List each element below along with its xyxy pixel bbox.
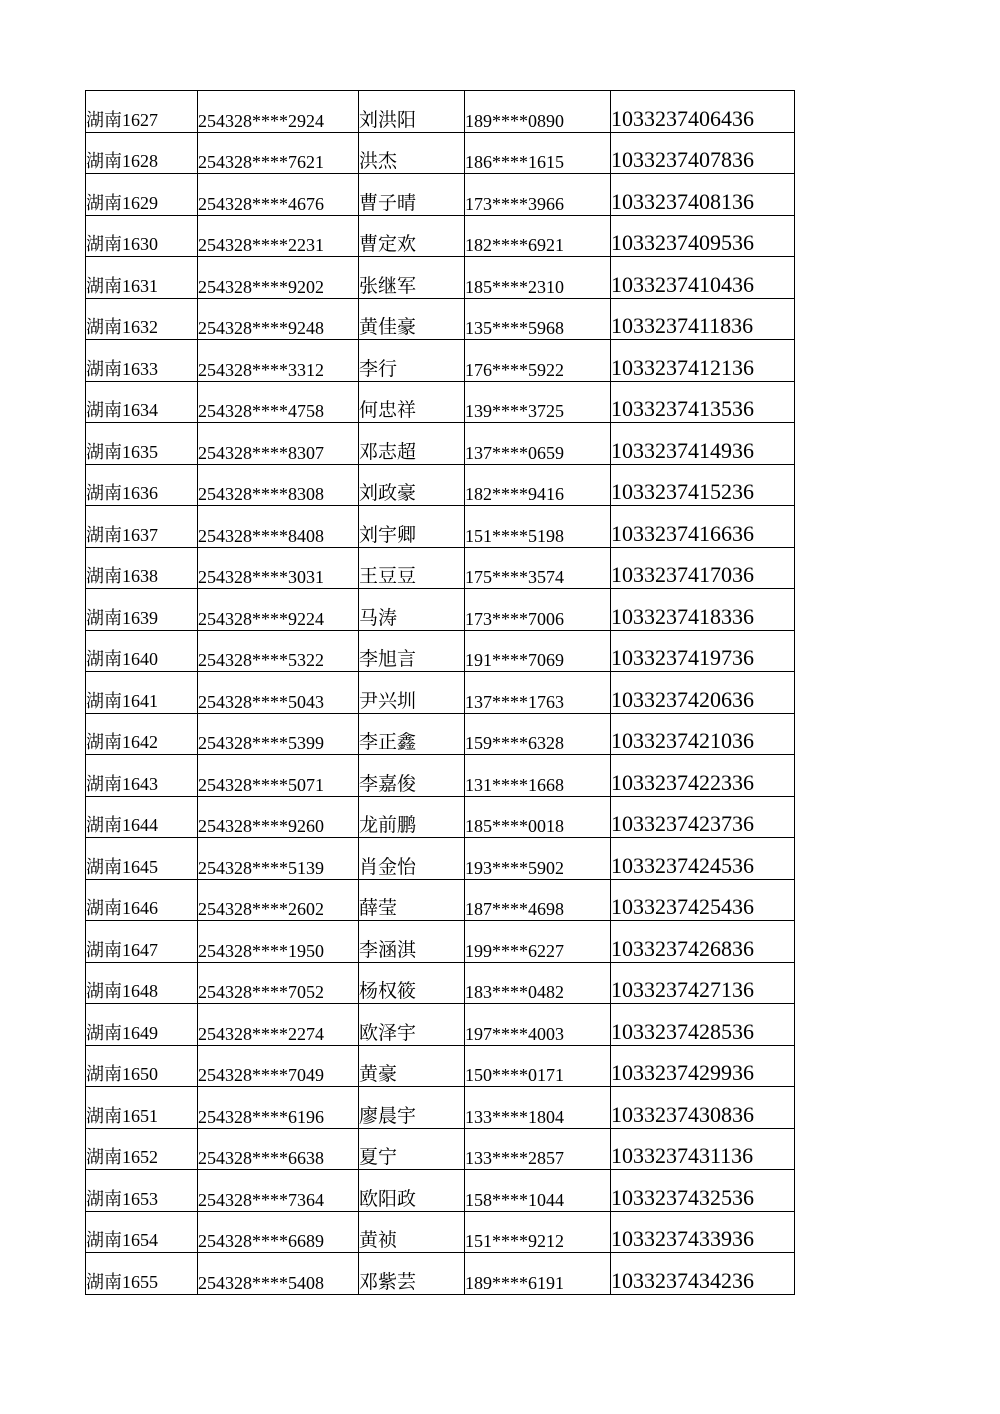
cell-tracking-code: 1033237422336: [611, 755, 795, 797]
cell-id-number: 254328****9260: [198, 796, 359, 838]
cell-phone: 189****0890: [465, 91, 611, 133]
cell-region: 湖南1631: [86, 257, 198, 299]
table-row: [86, 423, 795, 465]
table-row: [86, 132, 795, 174]
cell-region: 湖南1653: [86, 1170, 198, 1212]
table-row: [86, 672, 795, 714]
cell-phone: 151****5198: [465, 506, 611, 548]
cell-region: 湖南1645: [86, 838, 198, 880]
cell-tracking-code: 1033237432536: [611, 1170, 795, 1212]
table-row: [86, 755, 795, 797]
cell-name: 张继军: [359, 257, 465, 299]
cell-region: 湖南1635: [86, 423, 198, 465]
cell-phone: 137****1763: [465, 672, 611, 714]
cell-phone: 189****6191: [465, 1253, 611, 1295]
cell-name: 杨权筱: [359, 962, 465, 1004]
cell-region: 湖南1628: [86, 132, 198, 174]
cell-tracking-code: 1033237426836: [611, 921, 795, 963]
cell-id-number: 254328****5043: [198, 672, 359, 714]
table-row: [86, 340, 795, 382]
cell-id-number: 254328****5399: [198, 713, 359, 755]
cell-name: 尹兴圳: [359, 672, 465, 714]
cell-tracking-code: 1033237418336: [611, 589, 795, 631]
table-row: [86, 921, 795, 963]
table-row: [86, 838, 795, 880]
cell-phone: 131****1668: [465, 755, 611, 797]
cell-region: 湖南1647: [86, 921, 198, 963]
cell-id-number: 254328****6638: [198, 1128, 359, 1170]
cell-region: 湖南1654: [86, 1211, 198, 1253]
table-row: [86, 506, 795, 548]
cell-id-number: 254328****8308: [198, 464, 359, 506]
table-row: [86, 589, 795, 631]
cell-name: 薛莹: [359, 879, 465, 921]
table-row: [86, 91, 795, 133]
table-row: [86, 630, 795, 672]
cell-phone: 182****6921: [465, 215, 611, 257]
cell-tracking-code: 1033237409536: [611, 215, 795, 257]
cell-phone: 182****9416: [465, 464, 611, 506]
cell-region: 湖南1636: [86, 464, 198, 506]
table-row: [86, 174, 795, 216]
cell-phone: 185****2310: [465, 257, 611, 299]
cell-name: 欧阳政: [359, 1170, 465, 1212]
cell-phone: 133****2857: [465, 1128, 611, 1170]
cell-tracking-code: 1033237415236: [611, 464, 795, 506]
cell-region: 湖南1637: [86, 506, 198, 548]
cell-region: 湖南1638: [86, 547, 198, 589]
cell-tracking-code: 1033237421036: [611, 713, 795, 755]
cell-name: 马涛: [359, 589, 465, 631]
cell-name: 李行: [359, 340, 465, 382]
cell-tracking-code: 1033237431136: [611, 1128, 795, 1170]
cell-id-number: 254328****5322: [198, 630, 359, 672]
cell-region: 湖南1651: [86, 1087, 198, 1129]
cell-phone: 150****0171: [465, 1045, 611, 1087]
cell-tracking-code: 1033237427136: [611, 962, 795, 1004]
cell-id-number: 254328****6196: [198, 1087, 359, 1129]
table-row: [86, 1045, 795, 1087]
cell-name: 黄豪: [359, 1045, 465, 1087]
cell-id-number: 254328****7052: [198, 962, 359, 1004]
cell-region: 湖南1632: [86, 298, 198, 340]
cell-phone: 159****6328: [465, 713, 611, 755]
cell-name: 王豆豆: [359, 547, 465, 589]
table-row: [86, 1128, 795, 1170]
table-row: [86, 1253, 795, 1295]
table-row: [86, 1211, 795, 1253]
cell-name: 李嘉俊: [359, 755, 465, 797]
cell-phone: 191****7069: [465, 630, 611, 672]
cell-phone: 197****4003: [465, 1004, 611, 1046]
cell-phone: 199****6227: [465, 921, 611, 963]
cell-id-number: 254328****8408: [198, 506, 359, 548]
cell-id-number: 254328****2231: [198, 215, 359, 257]
cell-id-number: 254328****1950: [198, 921, 359, 963]
cell-tracking-code: 1033237434236: [611, 1253, 795, 1295]
cell-name: 黄祯: [359, 1211, 465, 1253]
cell-id-number: 254328****9248: [198, 298, 359, 340]
cell-region: 湖南1630: [86, 215, 198, 257]
cell-phone: 133****1804: [465, 1087, 611, 1129]
cell-name: 洪杰: [359, 132, 465, 174]
cell-name: 刘政豪: [359, 464, 465, 506]
cell-phone: 185****0018: [465, 796, 611, 838]
cell-name: 邓紫芸: [359, 1253, 465, 1295]
cell-tracking-code: 1033237413536: [611, 381, 795, 423]
cell-name: 廖晨宇: [359, 1087, 465, 1129]
cell-tracking-code: 1033237411836: [611, 298, 795, 340]
cell-tracking-code: 1033237420636: [611, 672, 795, 714]
cell-tracking-code: 1033237406436: [611, 91, 795, 133]
cell-phone: 183****0482: [465, 962, 611, 1004]
cell-region: 湖南1646: [86, 879, 198, 921]
cell-id-number: 254328****4758: [198, 381, 359, 423]
cell-tracking-code: 1033237412136: [611, 340, 795, 382]
cell-tracking-code: 1033237416636: [611, 506, 795, 548]
cell-region: 湖南1650: [86, 1045, 198, 1087]
table-row: [86, 298, 795, 340]
cell-id-number: 254328****7364: [198, 1170, 359, 1212]
table-body: [86, 91, 795, 1295]
cell-phone: 175****3574: [465, 547, 611, 589]
cell-region: 湖南1639: [86, 589, 198, 631]
cell-id-number: 254328****5071: [198, 755, 359, 797]
cell-id-number: 254328****4676: [198, 174, 359, 216]
cell-region: 湖南1643: [86, 755, 198, 797]
table-row: [86, 257, 795, 299]
cell-id-number: 254328****9224: [198, 589, 359, 631]
cell-id-number: 254328****5408: [198, 1253, 359, 1295]
table-row: [86, 547, 795, 589]
cell-tracking-code: 1033237430836: [611, 1087, 795, 1129]
cell-tracking-code: 1033237433936: [611, 1211, 795, 1253]
cell-id-number: 254328****2602: [198, 879, 359, 921]
table-row: [86, 464, 795, 506]
cell-name: 李旭言: [359, 630, 465, 672]
table-row: [86, 1087, 795, 1129]
cell-name: 李涵淇: [359, 921, 465, 963]
cell-tracking-code: 1033237408136: [611, 174, 795, 216]
table-row: [86, 215, 795, 257]
cell-region: 湖南1634: [86, 381, 198, 423]
cell-phone: 173****7006: [465, 589, 611, 631]
cell-name: 夏宁: [359, 1128, 465, 1170]
cell-region: 湖南1648: [86, 962, 198, 1004]
table-row: [86, 381, 795, 423]
table-row: [86, 1004, 795, 1046]
cell-id-number: 254328****7049: [198, 1045, 359, 1087]
cell-region: 湖南1629: [86, 174, 198, 216]
cell-id-number: 254328****3312: [198, 340, 359, 382]
cell-id-number: 254328****9202: [198, 257, 359, 299]
table-row: [86, 713, 795, 755]
cell-phone: 186****1615: [465, 132, 611, 174]
cell-tracking-code: 1033237414936: [611, 423, 795, 465]
cell-region: 湖南1640: [86, 630, 198, 672]
cell-id-number: 254328****8307: [198, 423, 359, 465]
cell-phone: 158****1044: [465, 1170, 611, 1212]
cell-name: 肖金怡: [359, 838, 465, 880]
cell-region: 湖南1655: [86, 1253, 198, 1295]
cell-region: 湖南1641: [86, 672, 198, 714]
cell-id-number: 254328****5139: [198, 838, 359, 880]
cell-name: 曹子晴: [359, 174, 465, 216]
cell-phone: 137****0659: [465, 423, 611, 465]
cell-tracking-code: 1033237423736: [611, 796, 795, 838]
cell-name: 何忠祥: [359, 381, 465, 423]
cell-id-number: 254328****2924: [198, 91, 359, 133]
cell-name: 欧泽宇: [359, 1004, 465, 1046]
cell-id-number: 254328****6689: [198, 1211, 359, 1253]
table-row: [86, 796, 795, 838]
cell-region: 湖南1649: [86, 1004, 198, 1046]
cell-name: 曹定欢: [359, 215, 465, 257]
cell-id-number: 254328****2274: [198, 1004, 359, 1046]
cell-tracking-code: 1033237429936: [611, 1045, 795, 1087]
cell-region: 湖南1627: [86, 91, 198, 133]
cell-phone: 139****3725: [465, 381, 611, 423]
cell-phone: 176****5922: [465, 340, 611, 382]
cell-tracking-code: 1033237410436: [611, 257, 795, 299]
cell-tracking-code: 1033237428536: [611, 1004, 795, 1046]
cell-region: 湖南1652: [86, 1128, 198, 1170]
cell-phone: 173****3966: [465, 174, 611, 216]
cell-tracking-code: 1033237424536: [611, 838, 795, 880]
cell-name: 黄佳豪: [359, 298, 465, 340]
cell-region: 湖南1642: [86, 713, 198, 755]
cell-tracking-code: 1033237407836: [611, 132, 795, 174]
cell-name: 李正鑫: [359, 713, 465, 755]
cell-phone: 135****5968: [465, 298, 611, 340]
table-row: [86, 962, 795, 1004]
table-row: [86, 879, 795, 921]
cell-tracking-code: 1033237417036: [611, 547, 795, 589]
cell-region: 湖南1644: [86, 796, 198, 838]
cell-name: 刘洪阳: [359, 91, 465, 133]
records-table: [85, 90, 795, 1295]
table-row: [86, 1170, 795, 1212]
cell-name: 龙前鹏: [359, 796, 465, 838]
cell-phone: 151****9212: [465, 1211, 611, 1253]
cell-id-number: 254328****7621: [198, 132, 359, 174]
cell-tracking-code: 1033237419736: [611, 630, 795, 672]
cell-region: 湖南1633: [86, 340, 198, 382]
cell-name: 邓志超: [359, 423, 465, 465]
cell-id-number: 254328****3031: [198, 547, 359, 589]
cell-phone: 187****4698: [465, 879, 611, 921]
cell-tracking-code: 1033237425436: [611, 879, 795, 921]
cell-phone: 193****5902: [465, 838, 611, 880]
cell-name: 刘宇卿: [359, 506, 465, 548]
